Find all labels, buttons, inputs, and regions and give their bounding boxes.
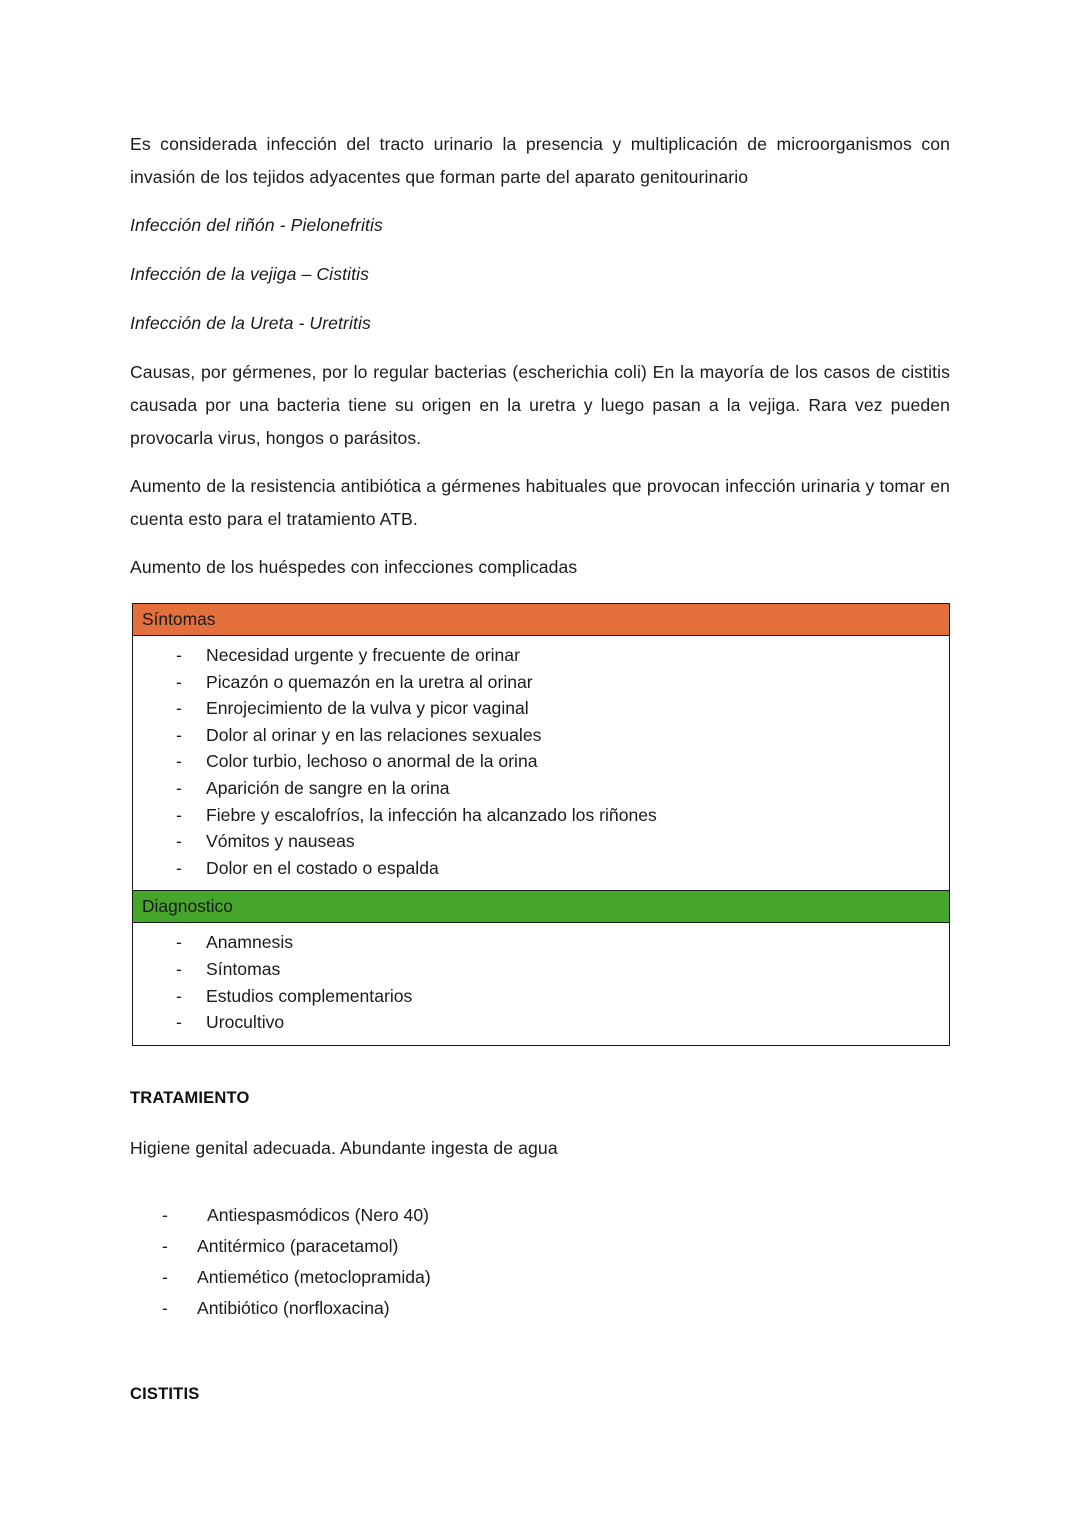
spacer-after-tratamiento-heading (130, 1112, 950, 1132)
list-item (130, 1262, 950, 1293)
dash-bullet-icon: - (176, 1012, 182, 1033)
list-item-label: Dolor en el costado o espalda (206, 857, 439, 878)
list-item-label: Antitérmico (paracetamol) (197, 1235, 399, 1256)
list-item (133, 929, 949, 956)
list-item (133, 1009, 949, 1036)
diagnostico-header-cell (133, 891, 950, 923)
dash-bullet-icon: - (176, 932, 182, 953)
table-row-sintomas-body (133, 636, 950, 891)
dash-bullet-icon: - (176, 777, 182, 798)
hosts-paragraph: Aumento de los huéspedes con infecciones complicadas (130, 557, 578, 577)
dash-bullet-icon: - (176, 857, 182, 878)
list-item (133, 956, 949, 983)
spacer-before-treatment-list (130, 1180, 950, 1200)
list-item-label: Enrojecimiento de la vulva y picor vaginal (206, 698, 529, 719)
list-item-label: Vómitos y nauseas (206, 831, 355, 852)
list-item (133, 775, 949, 802)
list-item-label: Aparición de sangre en la orina (206, 777, 450, 798)
italic-line-pielonefritis: Infección del riñón - Pielonefritis (130, 215, 383, 235)
list-item-label: Síntomas (206, 958, 281, 979)
list-item (133, 748, 949, 775)
list-item (133, 695, 949, 722)
list-item-label: Color turbio, lechoso o anormal de la orina (206, 751, 538, 772)
list-item (130, 1293, 950, 1324)
list-item-label: Antiemético (metoclopramida) (197, 1266, 431, 1287)
document-body (130, 128, 950, 1408)
list-item-label: Fiebre y escalofríos, la infección ha alcanzado los riñones (206, 804, 657, 825)
list-item-label: Picazón o quemazón en la uretra al orinar (206, 671, 533, 692)
list-item (130, 1200, 950, 1231)
causes-paragraph: Causas, por gérmenes, por lo regular bacterias (escherichia coli) En la mayoría de los casos de cistitis causada por una bacteria tiene su origen en la uretra y luego pasan a la vejiga. Rara vez pueden provocarla virus, hongos o parásitos. (130, 362, 950, 448)
italic-line-cistitis: Infección de la vejiga – Cistitis (130, 264, 369, 284)
list-item-label: Antiespasmódicos (Nero 40) (207, 1204, 429, 1225)
dash-bullet-icon: - (162, 1297, 168, 1318)
dash-bullet-icon: - (176, 804, 182, 825)
list-item (133, 642, 949, 669)
diagnostico-list (133, 929, 949, 1035)
list-item (133, 722, 949, 749)
dash-bullet-icon: - (176, 698, 182, 719)
dash-bullet-icon: - (176, 985, 182, 1006)
dash-bullet-icon: - (162, 1235, 168, 1256)
list-item-label: Necesidad urgente y frecuente de orinar (206, 645, 520, 665)
dash-bullet-icon: - (162, 1204, 168, 1225)
dash-bullet-icon: - (176, 751, 182, 772)
tratamiento-lead-paragraph: Higiene genital adecuada. Abundante ingesta de agua (130, 1137, 558, 1158)
list-item-label: Urocultivo (206, 1012, 285, 1033)
list-item (130, 1231, 950, 1262)
list-item (133, 669, 949, 696)
table-row-diagnostico-body (133, 923, 950, 1045)
list-item-label: Antibiótico (norfloxacina) (197, 1297, 390, 1318)
dash-bullet-icon: - (176, 958, 182, 979)
spacer-before-cistitis (130, 1324, 950, 1380)
sintomas-header-cell (133, 604, 950, 636)
table-row-sintomas-header (133, 604, 950, 636)
sintomas-list (133, 642, 949, 881)
list-item-label: Estudios complementarios (206, 985, 413, 1006)
diagnostico-header-label: Diagnostico (142, 896, 233, 917)
list-item (133, 828, 949, 855)
table-row-diagnostico-header (133, 891, 950, 923)
dash-bullet-icon: - (176, 645, 182, 665)
list-item (133, 855, 949, 882)
dash-bullet-icon: - (176, 724, 182, 745)
diagnostico-body-cell (133, 923, 950, 1045)
spacer-after-table (130, 1046, 950, 1084)
sintomas-header-label: Síntomas (142, 609, 216, 629)
page-title-cistitis: CISTITIS (130, 1384, 200, 1403)
resistance-paragraph: Aumento de la resistencia antibiótica a gérmenes habituales que provocan infección urinaria y tomar en cuenta esto para el tratamiento ATB. (130, 476, 950, 529)
dash-bullet-icon: - (162, 1266, 168, 1287)
symptoms-diagnosis-table (132, 603, 950, 1046)
intro-paragraph: Es considerada infección del tracto urinario la presencia y multiplicación de microorganismos con invasión de los tejidos adyacentes que forman parte del aparato genitourinario (130, 134, 950, 187)
tratamiento-list (130, 1200, 950, 1324)
page-title-tratamiento: TRATAMIENTO (130, 1088, 250, 1107)
list-item (133, 802, 949, 829)
list-item-label: Anamnesis (206, 932, 294, 953)
list-item-label: Dolor al orinar y en las relaciones sexuales (206, 724, 542, 745)
italic-line-uretritis: Infección de la Ureta - Uretritis (130, 313, 371, 333)
dash-bullet-icon: - (176, 671, 182, 692)
dash-bullet-icon: - (176, 831, 182, 852)
sintomas-body-cell (133, 636, 950, 891)
list-item (133, 983, 949, 1010)
